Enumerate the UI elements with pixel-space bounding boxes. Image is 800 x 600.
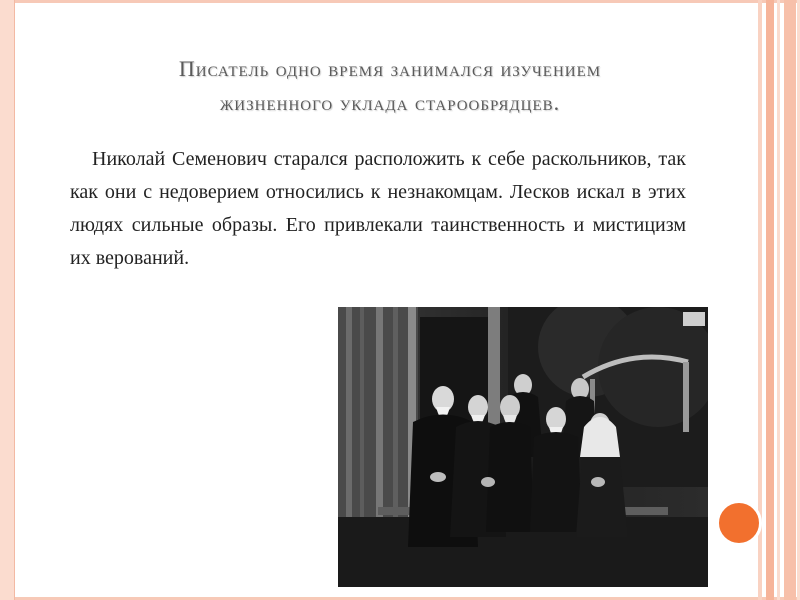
left-border <box>0 0 15 600</box>
right-stripe <box>784 0 796 600</box>
slide-title-line2: жизненного уклада старообрядцев. <box>219 90 561 115</box>
right-stripe <box>777 0 780 600</box>
decorative-orange-circle <box>716 500 762 546</box>
slide-title <box>60 52 720 120</box>
top-border <box>0 0 800 3</box>
slide-title-line1: Писатель одно время занимался изучением <box>178 56 602 81</box>
old-believers-photo <box>338 307 708 587</box>
right-stripe <box>766 0 774 600</box>
slide-body-text: Николай Семенович старался расположить к себе раскольников, так как они с недоверием относились к незнакомцам. Лесков искал в этих людях сильные образы. Его привлекали таинственность и мистицизм их верований. <box>70 148 686 269</box>
